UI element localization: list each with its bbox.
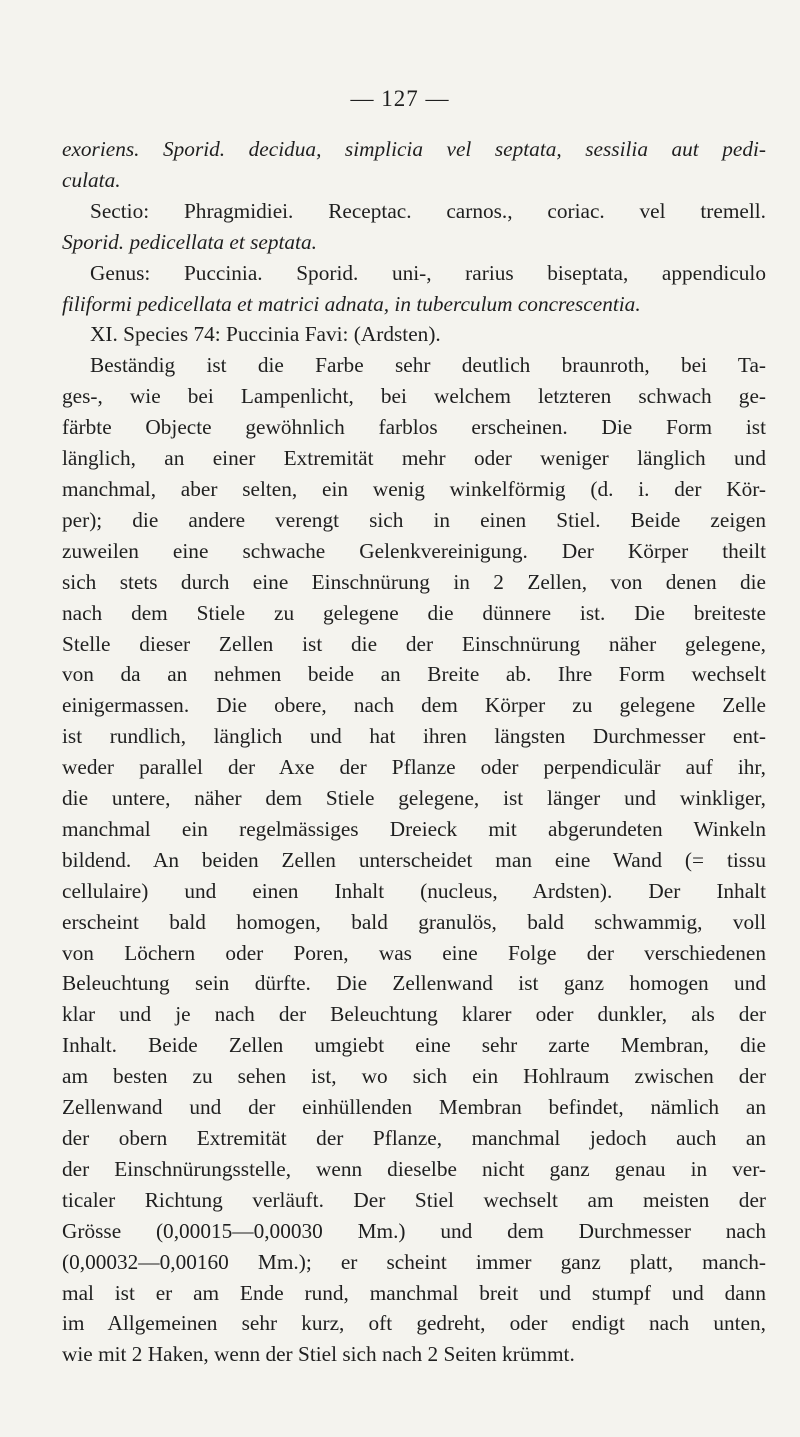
- section-heading: XI. Species 74: Puccinia Favi: (Ardsten).: [90, 322, 441, 347]
- text-line: zuweilen eine schwache Gelenkvereinigung. Der Körper theilt: [62, 538, 766, 563]
- text-line: der Einschnürungsstelle, wenn dieselbe nicht ganz genau in ver-: [62, 1156, 766, 1181]
- text-line: Genus: Puccinia. Sporid. uni-, rarius biseptata, appendiculo: [90, 260, 766, 285]
- text-line: klar und je nach der Beleuchtung klarer oder dunkler, als der: [62, 1002, 766, 1027]
- text-line: färbte Objecte gewöhnlich farblos erscheinen. Die Form ist: [62, 415, 766, 440]
- text-line: cellulaire) und einen Inhalt (nucleus, Ardsten). Der Inhalt: [62, 878, 766, 903]
- text-line: Zellenwand und der einhüllenden Membran befindet, nämlich an: [62, 1095, 766, 1120]
- text-line: erscheint bald homogen, bald granulös, bald schwammig, voll: [62, 909, 766, 934]
- text-line: ges-, wie bei Lampenlicht, bei welchem letzteren schwach ge-: [62, 384, 766, 409]
- text-line: per); die andere verengt sich in einen Stiel. Beide zeigen: [62, 507, 766, 532]
- text-line: filiformi pedicellata et matrici adnata, in tuberculum concrescentia.: [62, 291, 641, 316]
- text-line: der obern Extremität der Pflanze, manchmal jedoch auch an: [62, 1126, 766, 1150]
- text-line: wie mit 2 Haken, wenn der Stiel sich nach 2 Seiten krümmt.: [62, 1342, 575, 1367]
- text-line: sich stets durch eine Einschnürung in 2 Zellen, von denen die: [62, 569, 766, 594]
- text-line: Sporid. pedicellata et septata.: [62, 229, 317, 254]
- text-line: Beleuchtung sein dürfte. Die Zellenwand ist ganz homogen und: [62, 971, 766, 996]
- text-line: länglich, an einer Extremität mehr oder weniger länglich und: [62, 446, 766, 471]
- text-line: (0,00032—0,00160 Mm.); er scheint immer ganz platt, manch-: [62, 1249, 766, 1274]
- text-line: im Allgemeinen sehr kurz, oft gedreht, oder endigt nach unten,: [62, 1311, 766, 1336]
- text-line: ist rundlich, länglich und hat ihren längsten Durchmesser ent-: [62, 724, 766, 749]
- text-line: von Löchern oder Poren, was eine Folge der verschiedenen: [62, 940, 766, 965]
- text-line: ticaler Richtung verläuft. Der Stiel wechselt am meisten der: [62, 1187, 766, 1212]
- text-line: die untere, näher dem Stiele gelegene, ist länger und winkliger,: [62, 786, 766, 811]
- body-text: [62, 134, 766, 1370]
- text-line: mal ist er am Ende rund, manchmal breit und stumpf und dann: [62, 1280, 766, 1305]
- text-line: nach dem Stiele zu gelegene die dünnere ist. Die breiteste: [62, 600, 766, 625]
- text-line: weder parallel der Axe der Pflanze oder perpendiculär auf ihr,: [62, 755, 766, 780]
- text-line: manchmal ein regelmässiges Dreieck mit abgerundeten Winkeln: [62, 816, 766, 841]
- text-line: Grösse (0,00015—0,00030 Mm.) und dem Durchmesser nach: [62, 1218, 766, 1243]
- text-line: am besten zu sehen ist, wo sich ein Hohlraum zwischen der: [62, 1064, 766, 1089]
- text-line: bildend. An beiden Zellen unterscheidet man eine Wand (= tissu: [62, 847, 766, 872]
- text-line: Stelle dieser Zellen ist die der Einschnürung näher gelegene,: [62, 631, 766, 656]
- text-line: manchmal, aber selten, ein wenig winkelförmig (d. i. der Kör-: [62, 476, 766, 501]
- text-line: Beständig ist die Farbe sehr deutlich braunroth, bei Ta-: [90, 353, 766, 378]
- text-line: exoriens. Sporid. decidua, simplicia vel septata, sessilia aut pedi-: [62, 137, 766, 161]
- text-line: von da an nehmen beide an Breite ab. Ihre Form wechselt: [62, 662, 766, 687]
- page-number: — 127 —: [350, 86, 450, 111]
- text-line: Sectio: Phragmidiei. Receptac. carnos., coriac. vel tremell.: [90, 198, 766, 223]
- text-line: culata.: [62, 167, 121, 192]
- text-line: einigermassen. Die obere, nach dem Körper zu gelegene Zelle: [62, 693, 766, 718]
- text-line: Inhalt. Beide Zellen umgiebt eine sehr zarte Membran, die: [62, 1033, 766, 1058]
